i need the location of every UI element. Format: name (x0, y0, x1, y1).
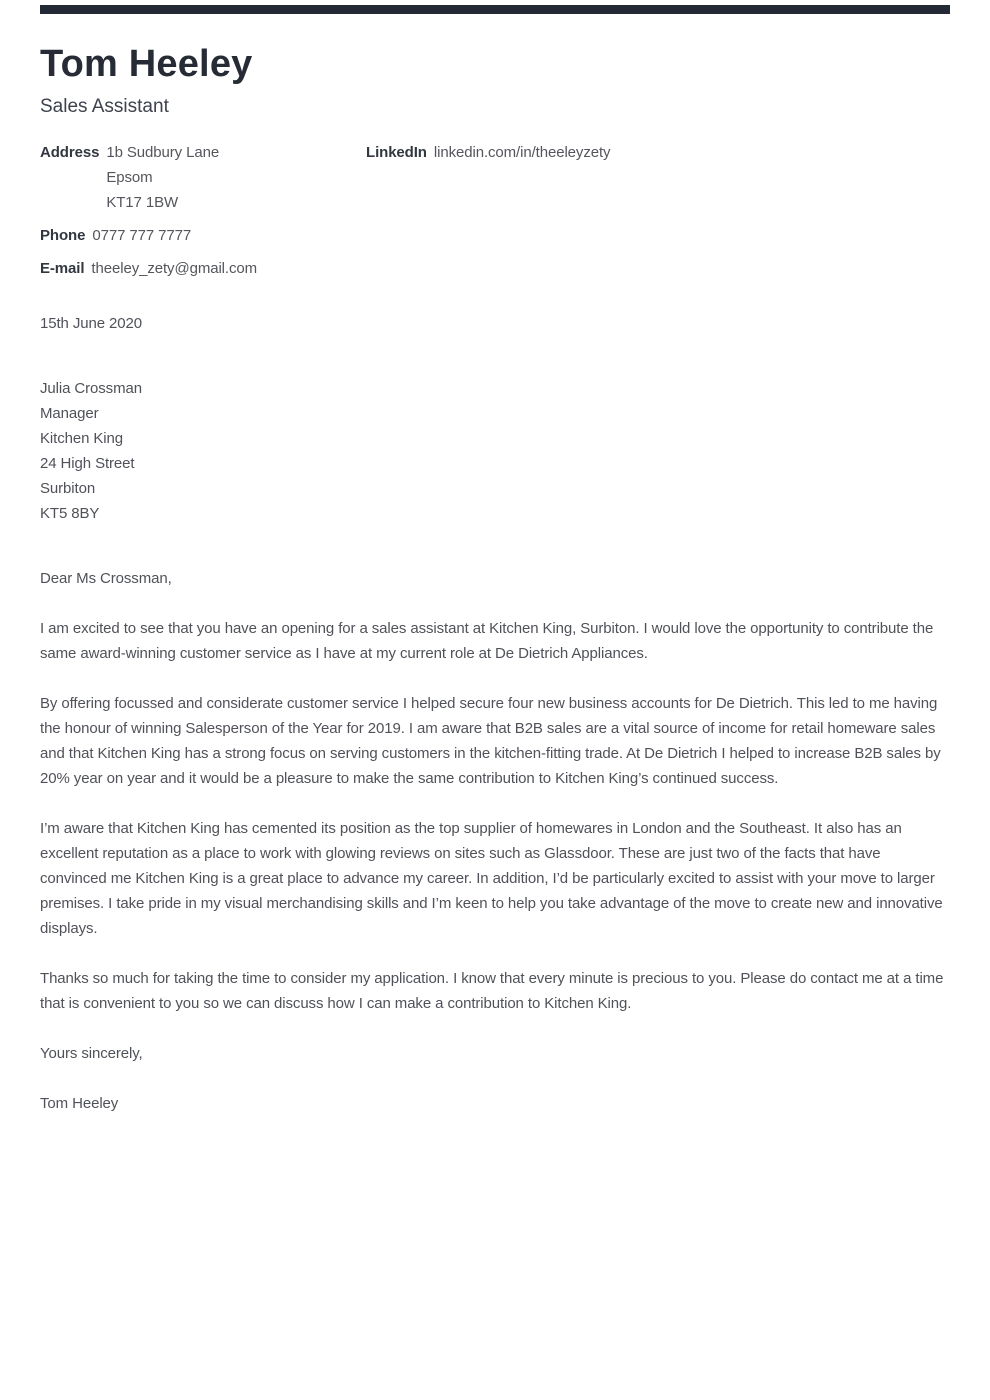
contact-details-section (40, 140, 946, 289)
letter-paragraph: By offering focussed and considerate customer service I helped secure four new business accounts for De Dietrich. This led to me having the honour of winning Salesperson of the Year for 2019. I am aware that B2B sales are a vital source of income for retail homeware sales and that Kitchen King has a strong focus on serving customers in the kitchen-fitting trade. At De Dietrich I helped to increase B2B sales by 20% year on year and it would be a pleasure to make the same contribution to Kitchen King’s continued success. (40, 695, 941, 787)
candidate-job-title: Sales Assistant (40, 96, 169, 117)
address-line: 1b Sudbury Lane (106, 144, 220, 161)
letter-paragraph: Thanks so much for taking the time to consider my application. I know that every minute is precious to you. Please do contact me at a time that is convenient to you so we can discuss how I can make a contribution to Kitchen King. (40, 970, 944, 1012)
candidate-name: Tom Heeley (40, 43, 253, 85)
closing-line: Yours sincerely, (40, 1045, 143, 1062)
address-line: KT17 1BW (106, 194, 179, 211)
address-label: Address (40, 144, 100, 161)
address-line: Epsom (106, 169, 153, 186)
contact-column-right (366, 140, 946, 289)
recipient-line: Manager (40, 405, 99, 422)
linkedin-value: linkedin.com/in/theeleyzety (433, 144, 611, 161)
recipient-line: 24 High Street (40, 455, 135, 472)
letter-paragraph: I’m aware that Kitchen King has cemented its position as the top supplier of homewares in London and the Southeast. It also has an excellent reputation as a place to work with glowing reviews on sites such as Glassdoor. These are just two of the facts that have convinced me Kitchen King is a great place to advance my career. In addition, I’d be particularly excited to assist with your move to larger premises. I take pride in my visual merchandising skills and I’m keen to help you take advantage of the move to create new and innovative displays. (40, 820, 943, 937)
email-value: theeley_zety@gmail.com (91, 260, 258, 277)
contact-row-phone (40, 223, 366, 248)
letter-body (40, 311, 946, 1116)
recipient-line: Kitchen King (40, 430, 124, 447)
recipient-line: KT5 8BY (40, 505, 100, 522)
phone-label: Phone (40, 227, 86, 244)
letter-paragraph: I am excited to see that you have an opening for a sales assistant at Kitchen King, Surbiton. I would love the opportunity to contribute the same award-winning customer service as I have at my current role at De Dietrich Appliances. (40, 620, 934, 662)
address-value (106, 140, 219, 215)
contact-row-email (40, 256, 366, 281)
linkedin-label: LinkedIn (366, 144, 427, 161)
recipient-block (40, 376, 946, 526)
recipient-line: Surbiton (40, 480, 96, 497)
phone-value: 0777 777 7777 (92, 227, 192, 244)
signature-name: Tom Heeley (40, 1095, 119, 1112)
top-accent-bar (40, 5, 950, 14)
contact-row-linkedin (366, 140, 946, 165)
recipient-line: Julia Crossman (40, 380, 142, 397)
letter-date: 15th June 2020 (40, 315, 143, 332)
email-label: E-mail (40, 260, 85, 277)
contact-column-left (40, 140, 366, 289)
contact-row-address (40, 140, 366, 215)
salutation: Dear Ms Crossman, (40, 570, 172, 587)
